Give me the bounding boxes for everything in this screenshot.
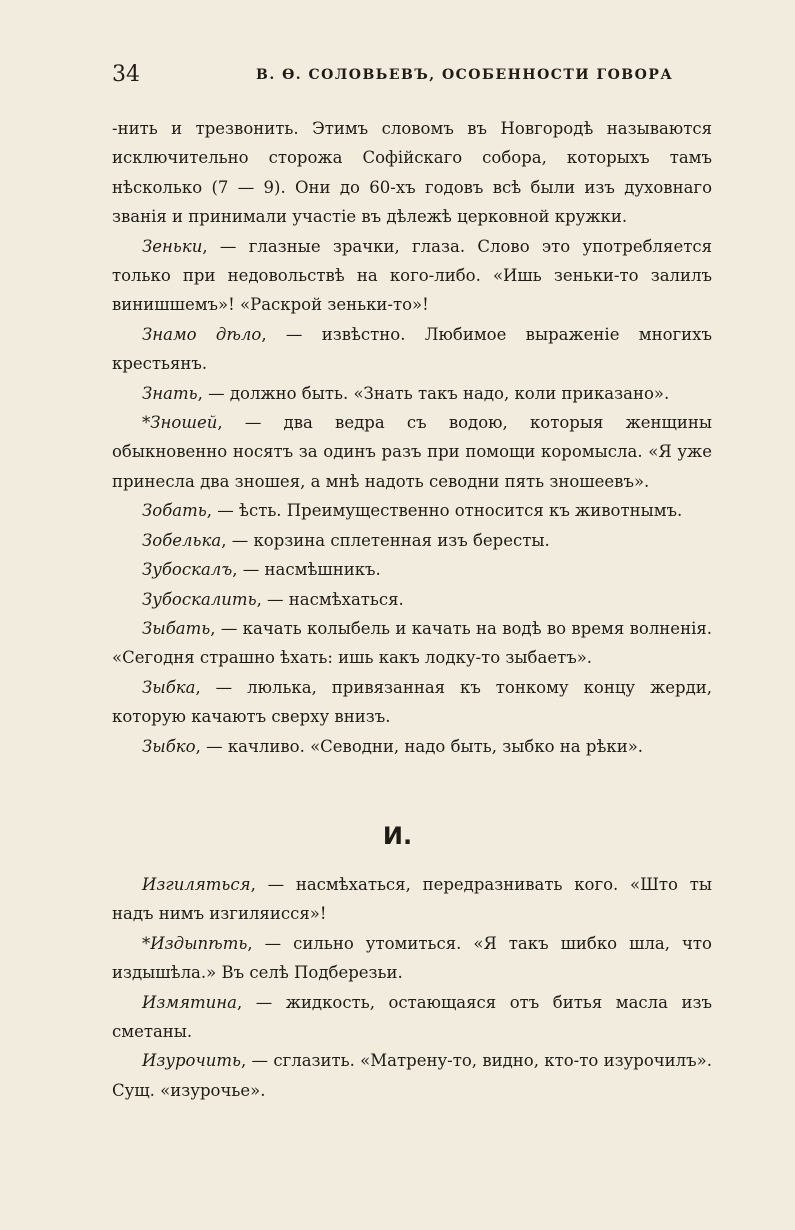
body-text-part2 bbox=[112, 870, 712, 1105]
definition: , — люлька, привязанная къ тонкому концу жерди, которую качаютъ сверху внизъ. bbox=[112, 677, 712, 727]
entry bbox=[112, 585, 712, 614]
page-number: 34 bbox=[112, 62, 140, 87]
definition: , — качать колыбель и качать на водѣ во время волненія. «Сегодня страшно ѣхать: ишь какъ лодку-то зыбаетъ». bbox=[112, 618, 712, 668]
running-head: В. Ѳ. СОЛОВЬЕВЪ, ОСОБЕННОСТИ ГОВОРА bbox=[256, 67, 674, 83]
headword: Зыбко bbox=[142, 736, 196, 756]
headword: *Зношей bbox=[142, 413, 218, 433]
headword: Зеньки bbox=[142, 236, 203, 256]
headword: Знамо дѣло bbox=[142, 324, 262, 344]
headword: Измятина bbox=[142, 992, 237, 1012]
definition: , — два ведра съ водою, которыя женщины обыкновенно носятъ за одинъ разъ при помощи коромысла. «Я уже принесла два зношея, а мнѣ надоть севодни пять зношеевъ». bbox=[112, 413, 712, 491]
definition: , — насмѣхаться, передразнивать кого. «Што ты надъ нимъ изгиляисся»! bbox=[112, 875, 712, 924]
entry bbox=[112, 1046, 712, 1105]
headword: Зобать bbox=[142, 501, 207, 521]
headword: Зубоскалъ bbox=[142, 560, 233, 580]
definition: , — сильно утомиться. «Я такъ шибко шла, что издышѣла.» Въ селѣ Подберезьи. bbox=[112, 933, 712, 983]
headword: Изурочить bbox=[142, 1051, 241, 1071]
entry bbox=[112, 320, 712, 379]
definition: , — извѣстно. Любимое выраженіе многихъ крестьянъ. bbox=[112, 324, 712, 374]
definition: , — насмѣхаться. bbox=[256, 589, 404, 609]
page-header bbox=[112, 62, 712, 92]
definition: , — ѣсть. Преимущественно относится къ животнымъ. bbox=[206, 501, 683, 521]
definition: , — насмѣшникъ. bbox=[232, 560, 381, 580]
definition: , — качливо. «Севодни, надо быть, зыбко на рѣки». bbox=[195, 736, 644, 756]
entry bbox=[112, 929, 712, 988]
entry bbox=[112, 870, 712, 929]
definition: , — глазные зрачки, глаза. Слово это употребляется только при недовольствѣ на кого-либо. «Ишь зеньки-то залилъ винишшемъ»! «Раскрой зеньки-то»! bbox=[112, 236, 712, 315]
headword: Зобелька bbox=[142, 530, 222, 550]
entry bbox=[112, 614, 712, 673]
headword: Знать bbox=[142, 383, 198, 403]
section-heading: И. bbox=[382, 822, 413, 850]
definition: , — должно быть. «Знать такъ надо, коли приказано». bbox=[197, 383, 670, 403]
entry bbox=[112, 379, 712, 408]
entry bbox=[112, 526, 712, 555]
headword: *Издыпѣть bbox=[142, 933, 248, 953]
entry bbox=[112, 988, 712, 1047]
definition: , — корзина сплетенная изъ бересты. bbox=[221, 530, 550, 550]
entry bbox=[112, 496, 712, 525]
entry bbox=[112, 673, 712, 732]
continuation-paragraph: -нить и трезвонить. Этимъ словомъ въ Новгородѣ называются исключительно сторожа Софійскаго собора, которыхъ тамъ нѣсколько (7 — 9). Они до 60-хъ годовъ всѣ были изъ духовнаго званія и принимали участіе въ дѣлежѣ церковной кружки. bbox=[112, 119, 712, 227]
entry bbox=[112, 232, 712, 320]
headword: Зыбать bbox=[142, 618, 211, 638]
headword: Зубоскалить bbox=[142, 589, 257, 609]
entry bbox=[112, 555, 712, 584]
body-text-part1 bbox=[112, 114, 712, 761]
headword: Изгиляться bbox=[142, 875, 251, 894]
headword: Зыбка bbox=[142, 677, 196, 697]
definition: , — жидкость, остающаяся отъ битья масла изъ сметаны. bbox=[112, 992, 712, 1042]
entry bbox=[112, 732, 712, 761]
definition: , — сглазить. «Матрену-то, видно, кто-то изурочилъ». Сущ. «изурочье». bbox=[112, 1051, 712, 1100]
entry bbox=[112, 408, 712, 496]
